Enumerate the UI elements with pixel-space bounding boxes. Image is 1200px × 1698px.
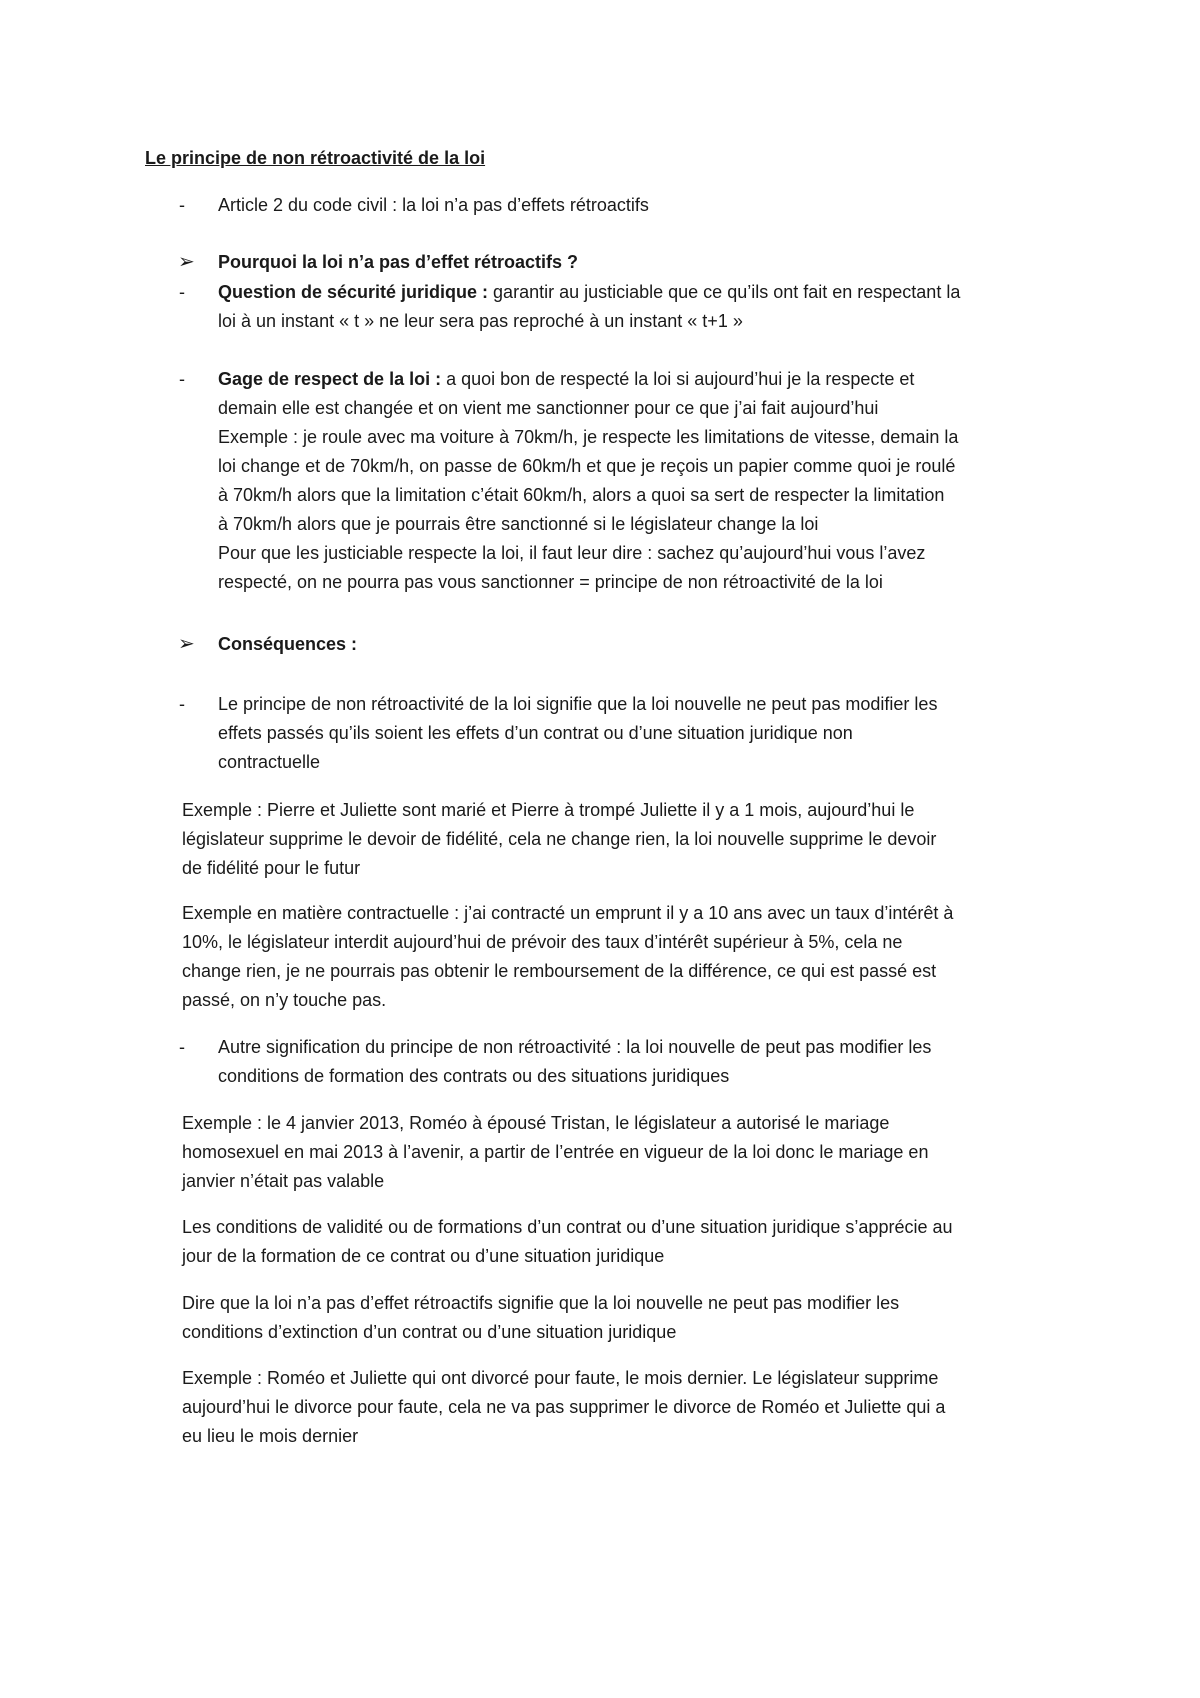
why-heading: Pourquoi la loi n’a pas d’effet rétroactifs ? xyxy=(218,252,579,272)
gage-bold: Gage de respect de la loi : xyxy=(218,369,442,389)
gage-paragraph: Gage de respect de la loi : a quoi bon de respecté la loi si aujourd’hui je la respecte et demain elle est changée et on vient me sanctionner pour ce que j’ai fait aujourd’hui Exemple : je roule avec ma voiture à 70km/h, je respecte les limitations de vitesse, demain la loi change et de 70km/h, on passe de 60km/h et que je reçois un papier comme quoi je roulé à 70km/h alors que la limitation c’était 60km/h, alors a quoi sa sert de respecter la limitation à 70km/h alors que je pourrais être sanctionné si le législateur change la loi Pour que les justiciable respecte la loi, il faut leur dire : sachez qu’aujourd’hui vous l’avez respecté, on ne pourra pas vous sanctionner = principe de non rétroactivité de la loi xyxy=(218,369,959,592)
cons1-paragraph: Le principe de non rétroactivité de la loi signifie que la loi nouvelle ne peut pas modifier les effets passés qu’ils soient les effets d’un contrat ou d’une situation juridique non contractuelle xyxy=(218,694,938,772)
conditions-paragraph: Les conditions de validité ou de formations d’un contrat ou d’une situation juridique s’apprécie au jour de la formation de ce contrat ou d’une situation juridique xyxy=(182,1217,953,1266)
extinction-paragraph: Dire que la loi n’a pas d’effet rétroactifs signifie que la loi nouvelle ne peut pas modifier les conditions d’extinction d’un contrat ou d’une situation juridique xyxy=(182,1293,900,1342)
arrow-bullet-icon: ➢ xyxy=(178,633,195,655)
example1-paragraph: Exemple : Pierre et Juliette sont marié et Pierre à trompé Juliette il y a 1 mois, aujourd’hui le législateur supprime le devoir de fidélité, cela ne change rien, la loi nouvelle supprime le devoir de fidélité pour le futur xyxy=(182,800,937,878)
example2-paragraph: Exemple en matière contractuelle : j’ai contracté un emprunt il y a 10 ans avec un taux d’intérêt à 10%, le législateur interdit aujourd’hui de prévoir des taux d’intérêt supérieur à 5%, cela ne change rien, je ne pourrais pas obtenir le remboursement de la différence, ce qui est passé est passé, on n’y touche pas. xyxy=(182,903,954,1010)
securite-paragraph: Question de sécurité juridique : garantir au justiciable que ce qu’ils ont fait en respectant la loi à un instant « t » ne leur sera pas reproché à un instant « t+1 » xyxy=(218,282,961,331)
example3-paragraph: Exemple : le 4 janvier 2013, Roméo à épousé Tristan, le législateur a autorisé le mariage homosexuel en mai 2013 à l’avenir, a partir de l’entrée en vigueur de la loi donc le mariage en janvier n’était pas valable xyxy=(182,1113,929,1191)
cons2-paragraph: Autre signification du principe de non rétroactivité : la loi nouvelle de peut pas modifier les conditions de formation des contrats ou des situations juridiques xyxy=(218,1037,932,1086)
arrow-bullet-icon: ➢ xyxy=(178,251,195,273)
article-text: Article 2 du code civil : la loi n’a pas d’effets rétroactifs xyxy=(218,195,649,215)
dash-bullet: - xyxy=(179,195,185,215)
dash-bullet: - xyxy=(179,1037,185,1057)
securite-bold: Question de sécurité juridique : xyxy=(218,282,489,302)
dash-bullet: - xyxy=(179,694,185,714)
consequences-heading: Conséquences : xyxy=(218,634,358,654)
example4-paragraph: Exemple : Roméo et Juliette qui ont divorcé pour faute, le mois dernier. Le législateur supprime aujourd’hui le divorce pour faute, cela ne va pas supprimer le divorce de Roméo et Juliette qui a eu lieu le mois dernier xyxy=(182,1368,946,1446)
dash-bullet: - xyxy=(179,369,185,389)
document-title: Le principe de non rétroactivité de la loi xyxy=(145,148,486,168)
dash-bullet: - xyxy=(179,282,185,302)
